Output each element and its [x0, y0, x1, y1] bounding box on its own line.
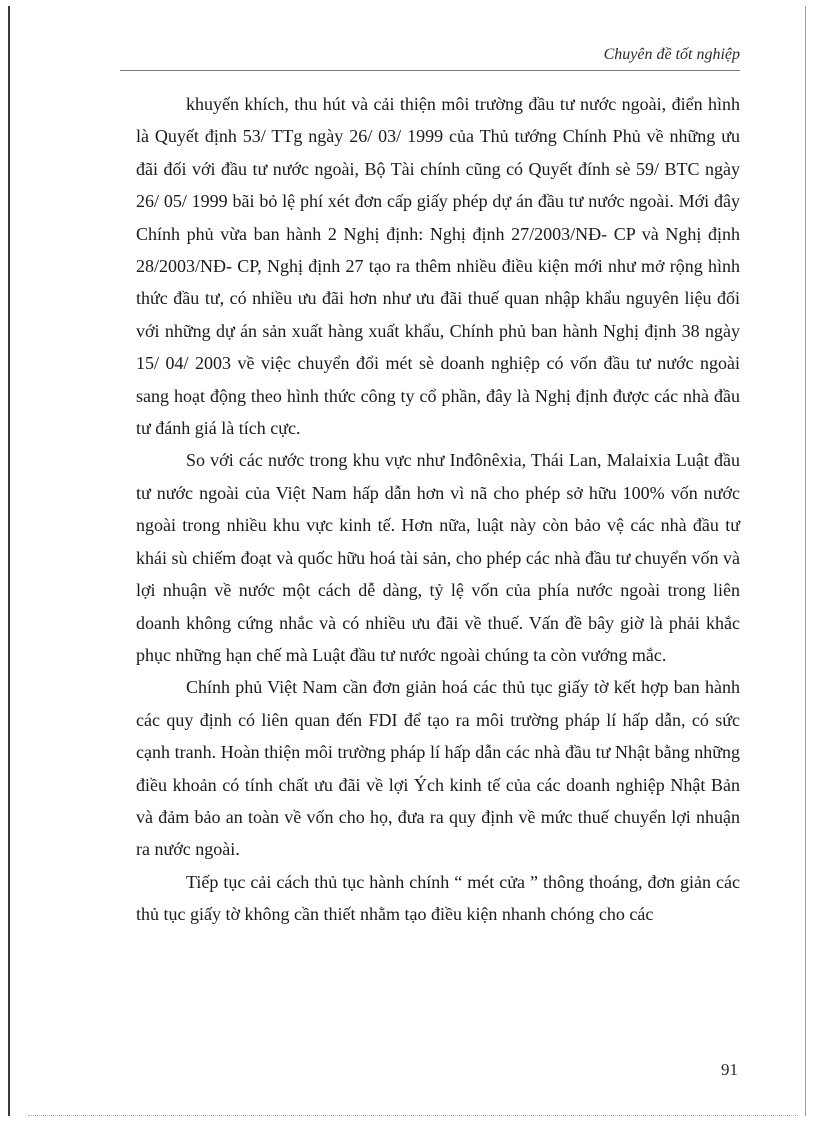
page-border-left: [8, 6, 10, 1116]
page-number: 91: [721, 1060, 738, 1079]
page-border-right: [805, 6, 806, 1116]
paragraph-1-text: khuyến khích, thu hút và cải thiện môi trường đầu tư nước ngoài, điển hình là Quyết định 53/ TTg ngày 26/ 03/ 1999 của Thủ tướng Chính Phủ về những ưu đãi đối với đầu tư nước ngoài, Bộ Tài chính cũng có Quyết đính sè 59/ BTC ngày 26/ 05/ 1999 bãi bỏ lệ phí xét đơn cấp giấy phép dự án đầu tư nước ngoài. Mới đây Chính phủ vừa ban hành 2 Nghị định: Nghị định 27/2003/NĐ- CP và Nghị định 28/2003/NĐ- CP, Nghị định 27 tạo ra thêm nhiều điều kiện mới như mở rộng hình thức đầu tư, có nhiều ưu đãi hơn như ưu đãi thuế quan nhập khẩu nguyên liệu đối với những dự án sản xuất hàng xuất khẩu, Chính phủ ban hành Nghị định 38 ngày 15/ 04/ 2003 về việc chuyển đổi mét sè doanh nghiệp có vốn đầu tư nước ngoài sang hoạt động theo hình thức công ty cổ phần, đây là Nghị định được các nhà đầu tư đánh giá là tích cực.: [136, 94, 740, 439]
running-header-title: Chuyên đề tốt nghiệp: [603, 46, 740, 63]
paragraph-4-text: Tiếp tục cải cách thủ tục hành chính “ mét cửa ” thông thoáng, đơn giản các thủ tục giấy tờ không cần thiết nhằm tạo điều kiện nhanh chóng cho các: [136, 871, 740, 925]
paragraph-2-text: So với các nước trong khu vực như Inđônêxia, Thái Lan, Malaixia Luật đầu tư nước ngoài của Việt Nam hấp dẫn hơn vì nã cho phép sở hữu 100% vốn nước ngoài trong nhiều khu vực kinh tế. Hơn nữa, luật này còn bảo vệ các nhà đầu tư khái sù chiếm đoạt và quốc hữu hoá tài sản, cho phép các nhà đầu tư chuyển vốn và lợi nhuận về nước một cách dễ dàng, tỷ lệ vốn của phía nước ngoài trong liên doanh không cứng nhắc và có nhiều ưu đãi về thuế. Vấn đề bây giờ là phải khắc phục những hạn chế mà Luật đầu tư nước ngoài chúng ta còn vướng mắc.: [136, 450, 740, 665]
paragraph-3-text: Chính phủ Việt Nam cần đơn giản hoá các thủ tục giấy tờ kết hợp ban hành các quy định có liên quan đến FDI để tạo ra môi trường pháp lí hấp dẫn, có sức cạnh tranh. Hoàn thiện môi trường pháp lí hấp dẫn các nhà đầu tư Nhật bằng những điều khoản có tính chất ưu đãi về lợi Ých kinh tế của các doanh nghiệp Nhật Bản và đảm bảo an toàn về vốn cho họ, đưa ra quy định về mức thuế chuyển lợi nhuận ra nước ngoài.: [136, 677, 740, 860]
paragraph-1: [136, 88, 740, 444]
paragraph-4: [136, 866, 740, 931]
document-body: [136, 88, 740, 931]
paragraph-3: [136, 671, 740, 865]
page-border-bottom: [28, 1115, 798, 1116]
paragraph-2: [136, 444, 740, 671]
header-divider: [120, 70, 740, 71]
